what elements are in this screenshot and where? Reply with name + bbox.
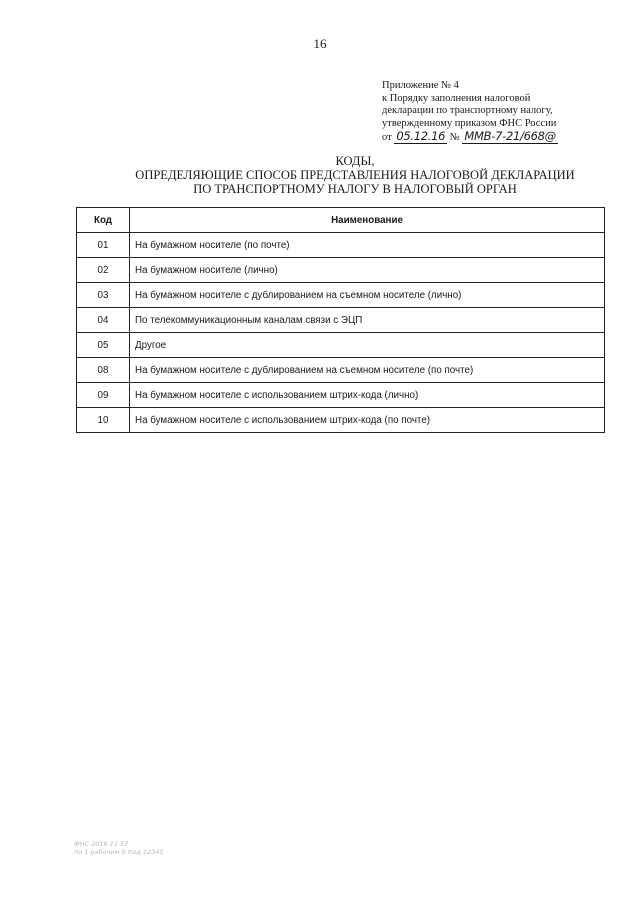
code-cell: 05 <box>77 333 130 358</box>
table-header-row <box>77 208 605 233</box>
table-row <box>77 258 605 283</box>
header-name: Наименование <box>130 208 605 233</box>
title-line: ПО ТРАНСПОРТНОМУ НАЛОГУ В НАЛОГОВЫЙ ОРГАН <box>193 182 517 196</box>
code-cell: 08 <box>77 358 130 383</box>
stamp-line: по 1 рабочим 0 Код 12345 <box>74 848 164 856</box>
table-row <box>77 308 605 333</box>
code-cell: 02 <box>77 258 130 283</box>
from-label: от <box>382 132 392 144</box>
handwritten-order-number: ММВ-7-21/668@ <box>464 129 556 144</box>
number-sign: № <box>449 132 460 144</box>
page-number: 16 <box>313 36 327 51</box>
table-row <box>77 358 605 383</box>
stamp-line: ФНС 2016 11 57 <box>74 840 129 848</box>
code-cell: 01 <box>77 233 130 258</box>
appendix-line: Приложение № 4 <box>382 80 459 91</box>
handwritten-date: 05.12.16 <box>396 129 446 144</box>
title-line: КОДЫ, <box>335 154 375 168</box>
code-cell: 10 <box>77 408 130 433</box>
title-line: ОПРЕДЕЛЯЮЩИЕ СПОСОБ ПРЕДСТАВЛЕНИЯ НАЛОГОВОЙ ДЕКЛАРАЦИИ <box>135 168 575 182</box>
appendix-block <box>382 80 612 145</box>
faded-stamp <box>74 840 164 856</box>
name-cell: На бумажном носителе (по почте) <box>130 233 605 258</box>
code-cell: 03 <box>77 283 130 308</box>
name-cell: На бумажном носителе (лично) <box>130 258 605 283</box>
table-row <box>77 333 605 358</box>
table-row <box>77 233 605 258</box>
appendix-line: декларации по транспортному налогу, <box>382 105 553 117</box>
name-cell: На бумажном носителе с использованием штрих-кода (по почте) <box>130 408 605 433</box>
codes-table <box>76 207 605 433</box>
table-row <box>77 408 605 433</box>
table-row <box>77 283 605 308</box>
code-cell: 09 <box>77 383 130 408</box>
appendix-line: утвержденному приказом ФНС России <box>382 117 557 129</box>
document-title <box>0 154 640 196</box>
name-cell: На бумажном носителе с использованием штрих-кода (лично) <box>130 383 605 408</box>
name-cell: Другое <box>130 333 605 358</box>
table-row <box>77 383 605 408</box>
header-code: Код <box>77 208 130 233</box>
name-cell: На бумажном носителе с дублированием на съемном носителе (по почте) <box>130 358 605 383</box>
name-cell: По телекоммуникационным каналам связи с ЭЦП <box>130 308 605 333</box>
appendix-order-line <box>382 130 612 145</box>
appendix-line: к Порядку заполнения налоговой <box>382 92 531 104</box>
name-cell: На бумажном носителе с дублированием на съемном носителе (лично) <box>130 283 605 308</box>
code-cell: 04 <box>77 308 130 333</box>
